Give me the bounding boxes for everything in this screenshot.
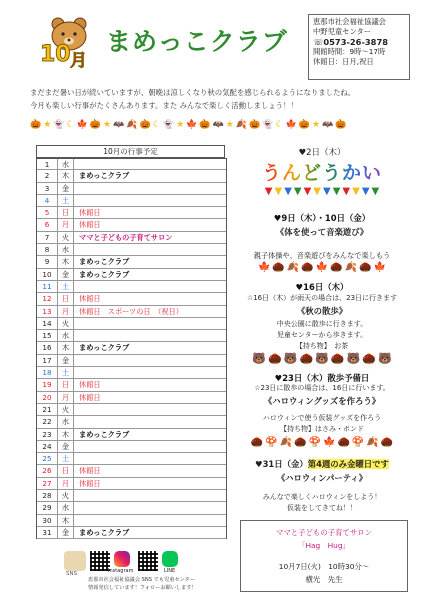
leaf-icon: 🍂 [344,262,358,273]
sns-footer [64,551,234,595]
mascot-icon [64,551,86,571]
leaf-icon: 🍂 [126,120,138,130]
schedule-day: 21 [37,404,58,415]
salon-date: 10月7日(火) 10時30分～ [278,562,370,571]
schedule-day: 13 [37,306,58,317]
schedule-row [37,367,226,379]
schedule-weekday: 土 [58,281,74,292]
leaf-icon: 🍁 [186,120,198,130]
pumpkin-icon: 🎃 [249,120,261,130]
bear-icon: 🐻 [283,352,298,365]
star-icon: ★ [225,120,234,130]
pumpkin-icon: 🎃 [298,120,311,130]
opening-hours: 開館時間：9時～17時 [313,47,386,56]
schedule-weekday: 木 [58,170,74,181]
schedule-event: 休館日 [79,478,101,488]
schedule-event: まめっこクラブ [79,343,130,353]
schedule-weekday: 水 [58,244,74,255]
schedule-row [37,293,226,305]
organization-info [308,14,410,80]
salon-info-box [240,520,408,592]
leaf-icon: 🍁 [285,120,297,130]
bat-icon: 🦇 [212,120,224,130]
schedule-event: 休館日 [79,220,101,230]
star-icon: ★ [312,120,321,130]
event-3-desc-1: 中央公園に散歩に行きます。 [276,320,368,328]
schedule-row [37,527,226,539]
moon-icon: ☾ [66,120,75,130]
bear-icon: 🐻 [315,352,329,365]
event-4-title: 《ハロウィングッズを作ろう》 [263,396,381,406]
schedule-day: 31 [37,527,58,538]
event-3-date: ♥16日（木） [295,282,349,292]
schedule-weekday: 月 [58,478,74,489]
event-4-date: ♥23日（木）散歩予備日 [274,373,370,383]
schedule-row [37,478,226,490]
star-icon: ★ [43,120,52,130]
schedule-event [74,159,226,169]
schedule-weekday: 土 [58,195,74,206]
schedule-row [37,404,226,416]
phone-number: ☏0573-26-3878 [313,37,388,47]
acorn-icon: 🌰 [330,262,343,273]
mushroom-icon: 🍄 [351,437,365,448]
event-5-highlight: 第4週のみ金曜日です [307,459,389,469]
acorn-icon: 🌰 [250,437,264,448]
schedule-day: 23 [37,429,58,440]
schedule-row [37,355,226,367]
event-2-date: ♥9日（木）・10日（金） [273,213,371,223]
schedule-event [74,404,226,415]
acorn-icon: 🌰 [268,352,282,365]
month-badge [40,14,98,71]
schedule-event [74,441,226,452]
schedule-row [37,170,226,182]
schedule-day: 20 [37,392,58,403]
bear-icon: 🐻 [252,352,267,365]
schedule-row [37,232,226,244]
flag-icon: ▼ [371,186,380,197]
leaf-icon: 🍁 [315,262,329,273]
pumpkin-icon: 🎃 [30,120,42,130]
schedule-weekday: 金 [58,527,74,538]
club-title: まめっこクラブ [106,27,288,56]
event-5-date: ♥31日（金） [255,459,308,469]
instagram-label: Instagram [108,568,134,574]
schedule-day: 17 [37,355,58,366]
star-icon: ★ [176,120,185,130]
schedule-weekday: 木 [58,515,74,526]
schedule-row [37,281,226,293]
flag-icon: ▼ [293,186,302,197]
schedule-event: 休館日 [79,392,101,402]
instagram-icon[interactable] [114,551,130,567]
schedule-weekday: 月 [58,306,74,317]
schedule-weekday: 火 [58,318,74,329]
event-5-date-line [232,458,412,470]
schedule-row [37,515,226,527]
schedule-day: 7 [37,232,58,243]
schedule-day: 4 [37,195,58,206]
leaf-icon: 🍁 [257,262,271,273]
schedule-weekday: 水 [58,416,74,427]
flag-icon: ▼ [352,186,360,197]
leaf-icon: 🍁 [373,262,387,273]
schedule-day: 19 [37,379,58,390]
schedule-row [37,416,226,428]
flag-icon: ▼ [284,186,292,197]
event-3-desc-3: 【持ち物】 お茶 [295,342,349,350]
schedule-table [36,158,227,539]
schedule-weekday: 水 [58,502,74,513]
schedule-event: まめっこクラブ [79,171,130,181]
schedule-row [37,453,226,465]
flag-icon: ▼ [313,186,321,197]
schedule-event [74,183,226,194]
flag-icon: ▼ [274,186,283,197]
leaf-icon: 🍂 [286,262,300,273]
schedule-weekday: 土 [58,367,74,378]
schedule-day: 24 [37,441,58,452]
sns-text-1: 恵那市社会福祉協議会 SNS でも児童センター [88,577,195,583]
schedule-row [37,269,226,281]
bat-icon: 🦇 [322,120,334,130]
org-name: 恵那市社会福祉協議会 [313,17,386,26]
schedule-row [37,441,226,453]
event-5-desc-1: みんなで楽しくハロウィンをしよう！ [262,493,382,501]
schedule-row [37,219,226,231]
event-1-date: ♥2日（木） [298,148,346,158]
leaf-decoration [232,262,412,273]
schedule-row [37,207,226,219]
schedule-event: ママと子どもの子育てサロン [79,232,173,242]
schedule-event: まめっこクラブ [79,429,130,439]
pumpkin-icon: 🎃 [335,120,347,130]
schedule-day: 11 [37,281,58,292]
schedule-weekday: 日 [58,207,74,218]
schedule-event [74,515,226,526]
flag-decoration [232,186,412,197]
schedule-weekday: 火 [58,490,74,501]
center-name: 中野児童センター [313,27,372,36]
salon-teacher: 横光 先生 [305,575,343,584]
event-4-desc-1: ハロウィンで使う仮装グッズを作ろう [262,414,382,422]
flag-icon: ▼ [332,186,341,197]
schedule-day: 10 [37,269,58,280]
schedule-weekday: 月 [58,392,74,403]
schedule-day: 3 [37,183,58,194]
schedule-weekday: 火 [58,404,74,415]
schedule-day: 6 [37,219,58,230]
schedule-row [37,244,226,256]
intro-text [30,86,400,112]
schedule-day: 9 [37,256,58,267]
schedule-weekday: 金 [58,441,74,452]
salon-title: ママと子どもの子育てサロン [275,528,373,537]
flag-icon: ▼ [264,186,273,197]
intro-line-2: 今月も楽しい行事がたくさんあります。また みんなで楽しく活動しましょう！！ [30,101,298,110]
schedule-event: 休館日 [79,466,101,476]
schedule-row [37,392,226,404]
schedule-weekday: 火 [58,232,74,243]
schedule-weekday: 土 [58,453,74,464]
event-5-desc-2: 仮装をしてきてね！！ [287,504,357,512]
schedule-weekday: 木 [58,429,74,440]
bear-icon: 🐻 [377,352,392,365]
schedule-day: 28 [37,490,58,501]
flag-icon: ▼ [342,186,351,197]
schedule-event: 休館日 [79,208,101,218]
bat-icon: 🦇 [113,120,125,130]
schedule-day: 14 [37,318,58,329]
mushroom-decoration [232,437,412,448]
schedule-event [74,195,226,206]
event-4-note: ☆23日に散歩の場合は、16日に行います。 [254,384,390,392]
schedule-event [74,502,226,513]
schedule-row [37,330,226,342]
moon-icon: ☾ [152,120,161,130]
schedule-event: 休館日 [79,380,101,390]
schedule-event: 休館日 [79,294,101,304]
event-2-description: 親子体操や、音楽遊びをみんなで楽しもう [253,251,391,260]
schedule-day: 8 [37,244,58,255]
salon-name: 「Hag Hug」 [298,541,350,550]
schedule-weekday: 日 [58,379,74,390]
schedule-event: まめっこクラブ [79,269,130,279]
closed-days: 休館日：日月,祝日 [313,57,374,66]
schedule-row [37,306,226,318]
schedule-day: 18 [37,367,58,378]
schedule-weekday: 日 [58,293,74,304]
leaf-icon: 🍁 [76,120,88,130]
pumpkin-icon: 🎃 [139,120,151,130]
acorn-icon: 🌰 [272,262,285,273]
flag-icon: ▼ [361,186,370,197]
acorn-icon: 🌰 [301,262,314,273]
schedule-row [37,342,226,354]
schedule-event [74,367,226,378]
schedule-weekday: 金 [58,355,74,366]
schedule-row [37,195,226,207]
schedule-weekday: 日 [58,465,74,476]
schedule-day: 30 [37,515,58,526]
schedule-row [37,318,226,330]
event-2-title: 《体を使って音楽遊び》 [275,227,369,237]
acorn-icon: 🌰 [362,352,376,365]
event-3-note: ☆16日（木）が雨天の場合は、23日に行きます [246,294,398,302]
schedule-row [37,256,226,268]
leaf-icon: 🍂 [366,437,379,448]
schedule-weekday: 木 [58,342,74,353]
ghost-icon: 👻 [262,120,274,130]
schedule-day: 29 [37,502,58,513]
schedule-row [37,379,226,391]
acorn-icon: 🌰 [359,262,372,273]
schedule-event [74,330,226,341]
sns-text-2: 情報発信しています！フォローお願いします！ [88,585,197,591]
schedule-row [37,158,226,170]
acorn-icon: 🌰 [337,437,350,448]
schedule-event [74,355,226,366]
schedule-event [74,281,226,292]
schedule-day: 2 [37,170,58,181]
schedule-day: 26 [37,465,58,476]
event-1-title: うんどうかい [262,162,383,184]
schedule-row [37,490,226,502]
flag-icon: ▼ [323,186,331,197]
instagram-qr-code[interactable] [90,551,110,571]
autumn-decoration-banner [30,118,398,132]
acorn-icon: 🌰 [294,437,307,448]
animal-decoration [232,352,412,365]
ghost-icon: 👻 [162,120,175,130]
month-suffix: 月 [70,51,87,71]
acorn-icon: 🌰 [299,352,314,365]
pumpkin-icon: 🎃 [89,120,102,130]
event-3-desc-2: 児童センターから歩きます。 [276,331,368,339]
line-icon[interactable] [162,551,178,567]
schedule-event: まめっこクラブ [79,257,130,267]
leaf-icon: 🍁 [323,437,336,448]
schedule-weekday: 金 [58,269,74,280]
acorn-icon: 🌰 [380,437,394,448]
ghost-icon: 👻 [53,120,65,130]
schedule-day: 16 [37,342,58,353]
acorn-icon: 🌰 [330,352,345,365]
schedule-event: 休館日 スポーツの日 （祝日） [79,306,183,316]
leaf-icon: 🍂 [279,437,293,448]
schedule-event [74,416,226,427]
schedule-event: まめっこクラブ [79,527,130,537]
star-icon: ★ [103,120,112,130]
schedule-weekday: 水 [58,330,74,341]
schedule-day: 5 [37,207,58,218]
intro-line-1: まだまだ暑い日が続いていますが、朝晩は涼しくなり秋の気配を感じられるようになりましたね。 [30,88,356,97]
mushroom-icon: 🍄 [265,437,278,448]
schedule-weekday: 月 [58,219,74,230]
schedule-event [74,318,226,329]
event-4-desc-2: 【持ち物】はさみ・ボンド [280,425,364,433]
schedule-weekday: 水 [58,159,74,169]
flag-icon: ▼ [303,186,312,197]
schedule-title: 10月の行事予定 [36,145,225,158]
mushroom-icon: 🍄 [308,437,321,448]
event-5-title: 《ハロウィンパーティ》 [276,473,368,483]
schedule-weekday: 金 [58,183,74,194]
schedule-day: 27 [37,478,58,489]
schedule-row [37,429,226,441]
schedule-day: 1 [37,159,58,169]
schedule-day: 22 [37,416,58,427]
schedule-event [74,244,226,255]
schedule-row [37,183,226,195]
schedule-weekday: 木 [58,256,74,267]
moon-icon: ☾ [275,120,284,130]
schedule-row [37,502,226,514]
line-qr-code[interactable] [138,551,158,571]
pumpkin-icon: 🎃 [199,120,211,130]
schedule-event [74,453,226,464]
schedule-day: 25 [37,453,58,464]
sns-tag: SNS [66,571,78,577]
event-3-title: 《秋の散歩》 [296,306,348,316]
bear-icon: 🐻 [346,352,361,365]
line-label: LINE [164,568,176,574]
leaf-icon: 🍂 [235,120,248,130]
schedule-day: 15 [37,330,58,341]
schedule-day: 12 [37,293,58,304]
schedule-event [74,490,226,501]
schedule-row [37,465,226,477]
month-number: 10 [40,42,71,67]
